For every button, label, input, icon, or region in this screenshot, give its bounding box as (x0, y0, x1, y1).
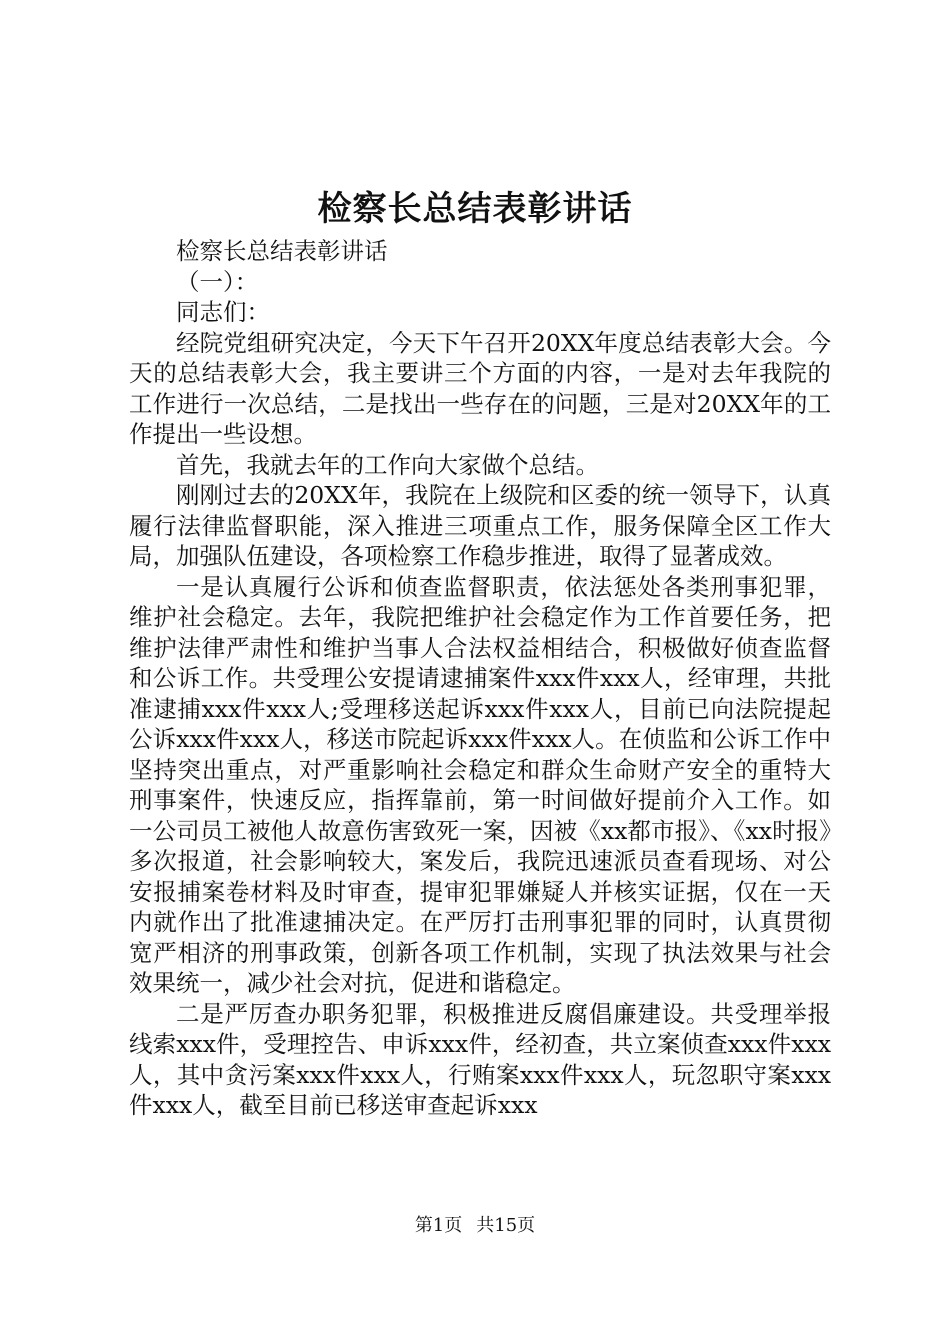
paragraph-point-two: 二是严厉查办职务犯罪，积极推进反腐倡廉建设。共受理举报线索xxx件，受理控告、申诉xxx件，经初查，共立案侦查xxx件xxx人，其中贪污案xxx件xxx人，行贿案xxx件xxx人，玩忽职守案xxx件xxx人，截至目前已移送审查起诉xxx (129, 999, 831, 1119)
document-title: 检察长总结表彰讲话 (317, 189, 633, 229)
paragraph-salutation: 同志们： (176, 298, 270, 326)
paragraph-year-review: 刚刚过去的20XX年，我院在上级院和区委的统一领导下，认真履行法律监督职能，深入推进三项重点工作，服务保障全区工作大局，加强队伍建设，各项检察工作稳步推进，取得了显著成效。 (129, 481, 831, 570)
document-body (129, 236, 831, 1121)
page-footer (0, 1213, 950, 1239)
paragraph-first-summary: 首先，我就去年的工作向大家做个总结。 (176, 450, 599, 479)
page-total: 共15页 (476, 1215, 536, 1236)
paragraph-intro: 经院党组研究决定，今天下午召开20XX年度总结表彰大会。今天的总结表彰大会，我主要讲三个方面的内容，一是对去年我院的工作进行一次总结，二是找出一些存在的问题，三是对20XX年的工作提出一些设想。 (129, 328, 831, 448)
page-number: 第1页 (414, 1215, 463, 1236)
paragraph-point-one: 一是认真履行公诉和侦查监督职责，依法惩处各类刑事犯罪，维护社会稳定。去年，我院把维护社会稳定作为工作首要任务，把维护法律严肃性和维护当事人合法权益相结合，积极做好侦查监督和公诉工作。共受理公安提请逮捕案件xxx件xxx人，经审理，共批准逮捕xxx件xxx人;受理移送起诉xxx件xxx人，目前已向法院提起公诉xxx件xxx人，移送市院起诉xxx件xxx人。在侦监和公诉工作中坚持突出重点，对严重影响社会稳定和群众生命财产安全的重特大刑事案件，快速反应，指挥靠前，第一时间做好提前介入工作。如一公司员工被他人故意伤害致死一案，因被《xx都市报》、《xx时报》多次报道，社会影响较大，案发后，我院迅速派员查看现场、对公安报捕案卷材料及时审查，提审犯罪嫌疑人并核实证据，仅在一天内就作出了批准逮捕决定。在严厉打击刑事犯罪的同时，认真贯彻宽严相济的刑事政策，创新各项工作机制，实现了执法效果与社会效果统一，减少社会对抗，促进和谐稳定。 (129, 572, 831, 997)
paragraph-section-number: （一）： (176, 267, 259, 296)
paragraph-subtitle: 检察长总结表彰讲话 (176, 237, 388, 265)
